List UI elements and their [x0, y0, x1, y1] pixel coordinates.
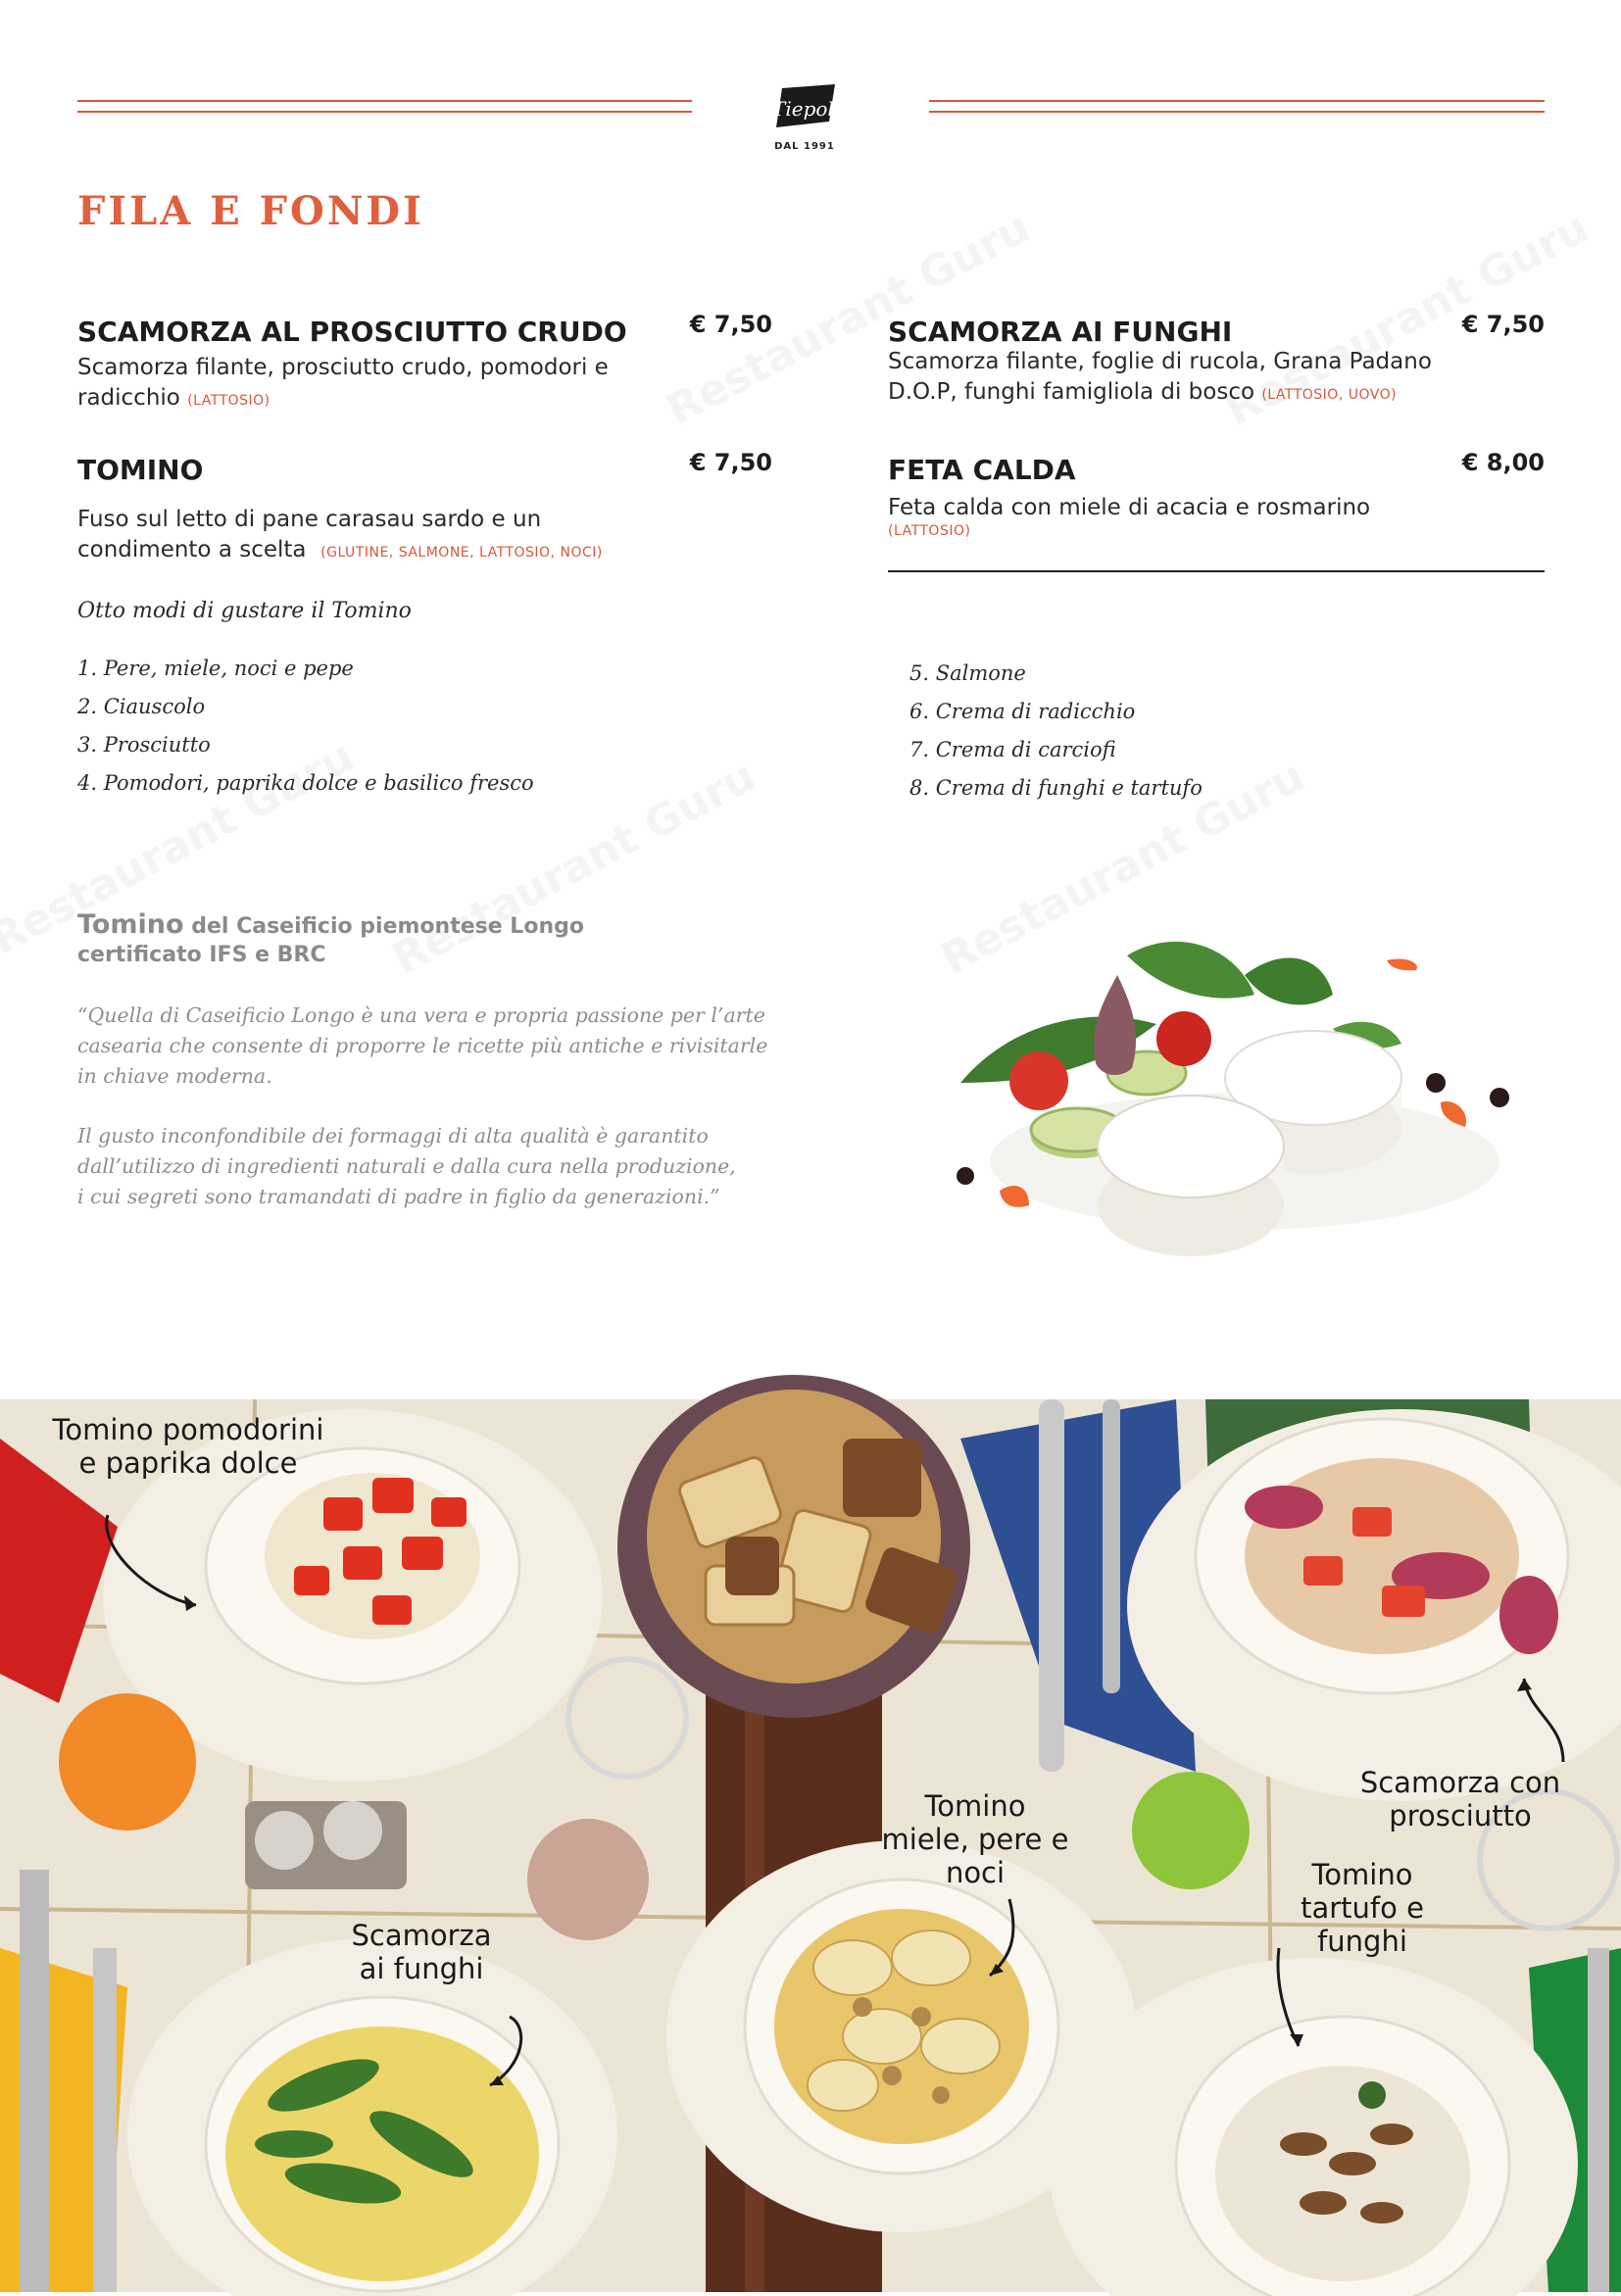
photo-caption-line: miele, pere e — [881, 1823, 1069, 1856]
quote-line: “Quella di Caseificio Longo è una vera e propria passione per l’arte — [77, 1003, 765, 1027]
quote-line: dall’utilizzo di ingredienti naturali e dalla cura nella produzione, — [77, 1154, 736, 1178]
about-title-rest: del Caseificio piemontese Longo — [183, 914, 584, 939]
quote-line: Il gusto inconfondibile dei formaggi di alta qualità è garantito — [77, 1124, 709, 1148]
photo-caption-line: funghi — [1317, 1925, 1407, 1958]
about-title — [77, 909, 584, 940]
tomino-option: 3. Prosciutto — [77, 733, 211, 757]
tomino-option: 5. Salmone — [909, 661, 1026, 685]
cheese-illustration — [921, 936, 1529, 1289]
item-name: TOMINO — [77, 454, 204, 486]
tomino-option: 1. Pere, miele, noci e pepe — [77, 657, 354, 680]
header-rule-right-top — [929, 100, 1545, 102]
photo-caption-line: Tomino — [1311, 1858, 1413, 1891]
about-title-bold: Tomino — [77, 909, 184, 940]
item-description-line: condimento a scelta — [77, 537, 307, 562]
photo-caption — [41, 1413, 335, 1480]
photo-caption-line: e paprika dolce — [78, 1446, 298, 1480]
photo-caption-line: noci — [945, 1856, 1006, 1889]
about-subtitle: certificato IFS e BRC — [77, 943, 326, 967]
item-description — [888, 347, 1545, 411]
photo-caption-line: Tomino pomodorini — [52, 1413, 324, 1446]
logo-since: DAL 1991 — [774, 141, 835, 152]
item-price: € 7,50 — [1461, 311, 1545, 338]
photo-caption-line: Scamorza con — [1359, 1766, 1561, 1799]
header-rule-right-bottom — [929, 111, 1545, 113]
photo-caption-line: tartufo e — [1301, 1891, 1424, 1925]
item-description-line: Fuso sul letto di pane carasau sardo e un — [77, 507, 542, 532]
item-price: € 8,00 — [1461, 449, 1545, 476]
divider — [888, 570, 1545, 572]
about-quote-paragraph — [77, 1001, 793, 1092]
quote-line: in chiave moderna. — [77, 1064, 272, 1088]
item-allergens: (LATTOSIO) — [888, 523, 971, 539]
logo-mark-icon — [768, 84, 846, 129]
tomino-option: 6. Crema di radicchio — [909, 700, 1136, 723]
tomino-option: 2. Ciauscolo — [77, 695, 206, 718]
about-quote-paragraph — [77, 1121, 793, 1212]
item-description — [77, 505, 763, 568]
brand-logo — [751, 76, 859, 165]
item-description — [77, 353, 724, 416]
item-description — [888, 493, 1545, 539]
logo-text: Tiepolo — [772, 97, 846, 121]
header-rule-left-bottom — [77, 111, 692, 113]
item-allergens: (GLUTINE, SALMONE, LATTOSIO, NOCI) — [320, 545, 603, 561]
item-name: SCAMORZA AI FUNGHI — [888, 316, 1233, 348]
photo-caption — [323, 1919, 519, 1985]
tomino-option: 4. Pomodori, paprika dolce e basilico fresco — [77, 771, 534, 795]
header-rule-left-top — [77, 100, 692, 102]
photo-caption-line: ai funghi — [359, 1952, 484, 1985]
quote-line: casearia che consente di proporre le ricette più antiche e rivisitarle — [77, 1034, 768, 1057]
photo-caption — [1333, 1766, 1588, 1832]
item-name: FETA CALDA — [888, 454, 1076, 486]
item-description-line: Feta calda con miele di acacia e rosmarino — [888, 495, 1371, 520]
section-title: FILA E FONDI — [77, 188, 424, 234]
photo-caption-line: Tomino — [924, 1789, 1026, 1823]
item-name: SCAMORZA AL PROSCIUTTO CRUDO — [77, 316, 627, 348]
item-description-line: radicchio — [77, 385, 180, 411]
item-description-line: Scamorza filante, prosciutto crudo, pomodori e — [77, 355, 609, 380]
item-price: € 7,50 — [689, 449, 772, 476]
item-allergens: (LATTOSIO, UOVO) — [1261, 387, 1398, 403]
tomino-option: 8. Crema di funghi e tartufo — [909, 776, 1203, 800]
quote-line: i cui segreti sono tramandati di padre in figlio da generazioni.” — [77, 1185, 720, 1208]
item-allergens: (LATTOSIO) — [187, 393, 270, 409]
photo-caption — [1264, 1858, 1460, 1958]
tomino-option: 7. Crema di carciofi — [909, 738, 1116, 761]
table-scene-image — [0, 1399, 1621, 2292]
photo-caption — [867, 1789, 1083, 1889]
food-photo — [0, 1399, 1621, 2292]
photo-caption-line: Scamorza — [351, 1919, 492, 1952]
photo-caption-line: prosciutto — [1389, 1799, 1532, 1832]
item-description-line: Scamorza filante, foglie di rucola, Grana Padano — [888, 349, 1432, 374]
item-description-line: D.O.P, funghi famigliola di bosco — [888, 379, 1255, 405]
tomino-intro: Otto modi di gustare il Tomino — [77, 599, 412, 623]
item-price: € 7,50 — [689, 311, 772, 338]
